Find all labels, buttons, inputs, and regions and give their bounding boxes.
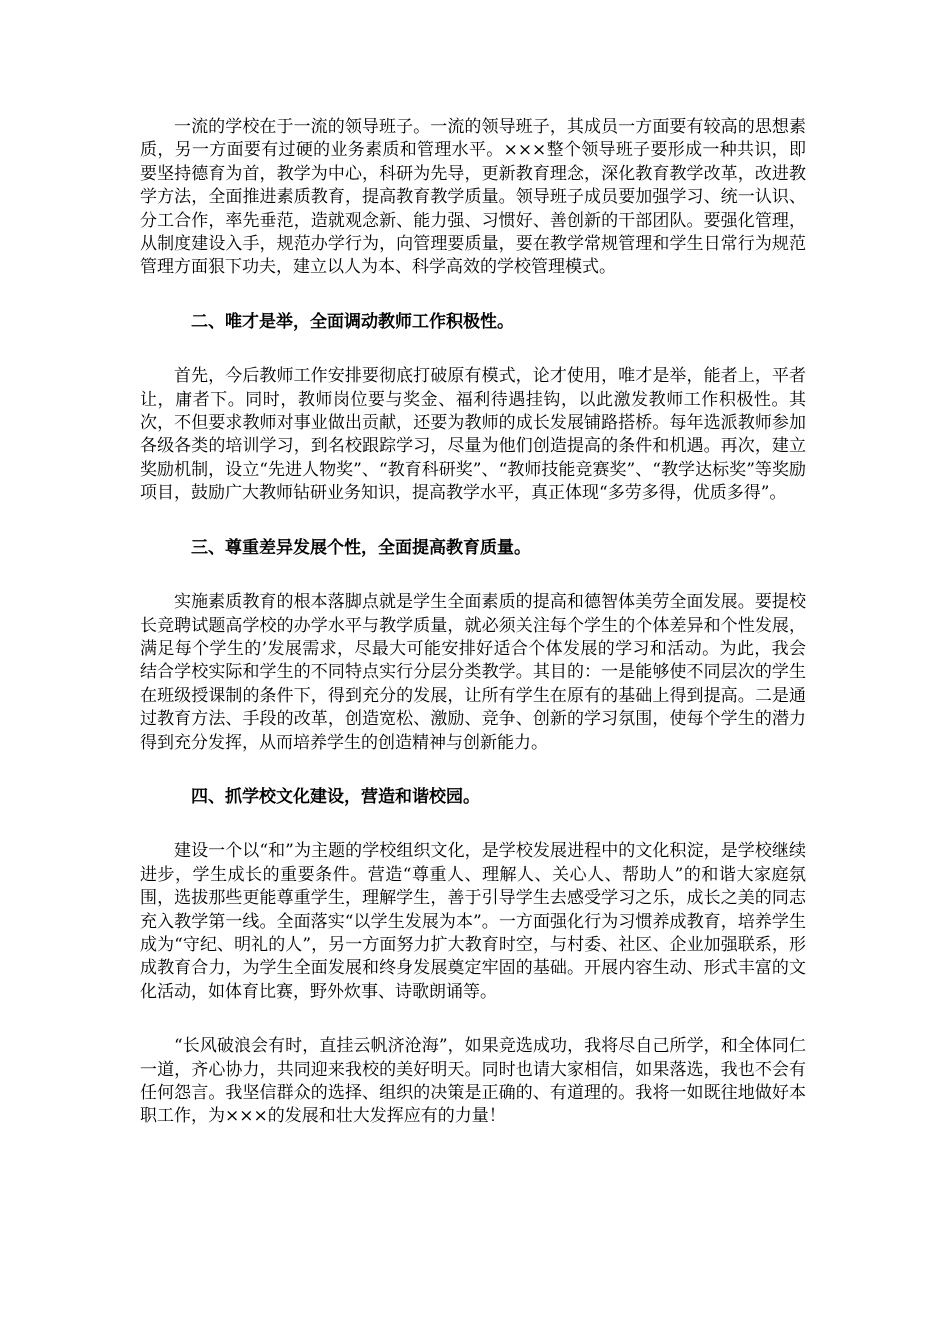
paragraph-teachers: 首先，今后教师工作安排要彻底打破原有模式，论才使用，唯才是举，能者上，平者让，庸者下。同时，教师岗位要与奖金、福利待遇挂钩，以此激发教师工作积极性。其次，不但要求教师对事业做出贡献，还要为教师的成长发展铺路搭桥。每年选派教师参加各级各类的培训学习，到名校跟踪学习，尽量为他们创造提高的条件和机遇。再次，建立奖励机制，设立“先进人物奖”、“教育科研奖”、“教师技能竞赛奖”、“教学达标奖”等奖励项目，鼓励广大教师钻研业务知识，提高教学水平，真正体现“多劳多得，优质多得”。 [140,366,806,504]
document-page [140,116,806,1160]
section-heading-2: 二、唯才是举，全面调动教师工作积极性。 [191,311,514,332]
section-heading-3: 三、尊重差异发展个性，全面提高教育质量。 [191,537,531,558]
paragraph-culture: 建设一个以“和”为主题的学校组织文化，是学校发展进程中的文化积淀，是学校继续进步，学生成长的重要条件。营造“尊重人、理解人、关心人、帮助人”的和谐大家庭氛围，选拔那些更能尊重学生，理解学生，善于引导学生去感受学习之乐，成长之美的同志充入教学第一线。全面落实“以学生发展为本”。一方面强化行为习惯养成教育，培养学生成为“守纪、明礼的人”，另一方面努力扩大教育时空，与村委、社区、企业加强联系，形成教育合力，为学生全面发展和终身发展奠定牢固的基础。开展内容生动、形式丰富的文化活动，如体育比赛，野外炊事、诗歌朗诵等。 [140,841,806,1002]
section-heading-4: 四、抓学校文化建设，营造和谐校园。 [191,786,480,807]
paragraph-leadership: 一流的学校在于一流的领导班子。一流的领导班子，其成员一方面要有较高的思想素质，另一方面要有过硬的业务素质和管理水平。×××整个领导班子要形成一种共识，即要坚持德育为首，教学为中心，科研为先导，更新教育理念，深化教育教学改革，改进教学方法，全面推进素质教育，提高教育教学质量。领导班子成员要加强学习、统一认识、分工合作，率先垂范，造就观念新、能力强、习惯好、善创新的干部团队。要强化管理，从制度建设入手，规范办学行为，向管理要质量，要在教学常规管理和学生日常行为规范管理方面狠下功夫，建立以人为本、科学高效的学校管理模式。 [140,117,806,278]
paragraph-closing: “长风破浪会有时，直挂云帆济沧海”，如果竞选成功，我将尽自己所学，和全体同仁一道，齐心协力，共同迎来我校的美好明天。同时也请大家相信，如果落选，我也不会有任何怨言。我坚信群众的选择、组织的决策是正确的、有道理的。我将一如既往地做好本职工作，为×××的发展和壮大发挥应有的力量！ [140,1036,806,1127]
paragraph-quality: 实施素质教育的根本落脚点就是学生全面素质的提高和德智体美劳全面发展。要提校长竞聘试题高学校的办学水平与教学质量，就必须关注每个学生的个体差异和个性发展，满足每个学生的’发展需求，尽最大可能安排好适合个体发展的学习和活动。为此，我会结合学校实际和学生的不同特点实行分层分类教学。其目的：一是能够使不同层次的学生在班级授课制的条件下，得到充分的发展，让所有学生在原有的基础上得到提高。二是通过教育方法、手段的改革，创造宽松、激励、竞争、创新的学习氛围，使每个学生的潜力得到充分发挥，从而培养学生的创造精神与创新能力。 [140,592,806,753]
